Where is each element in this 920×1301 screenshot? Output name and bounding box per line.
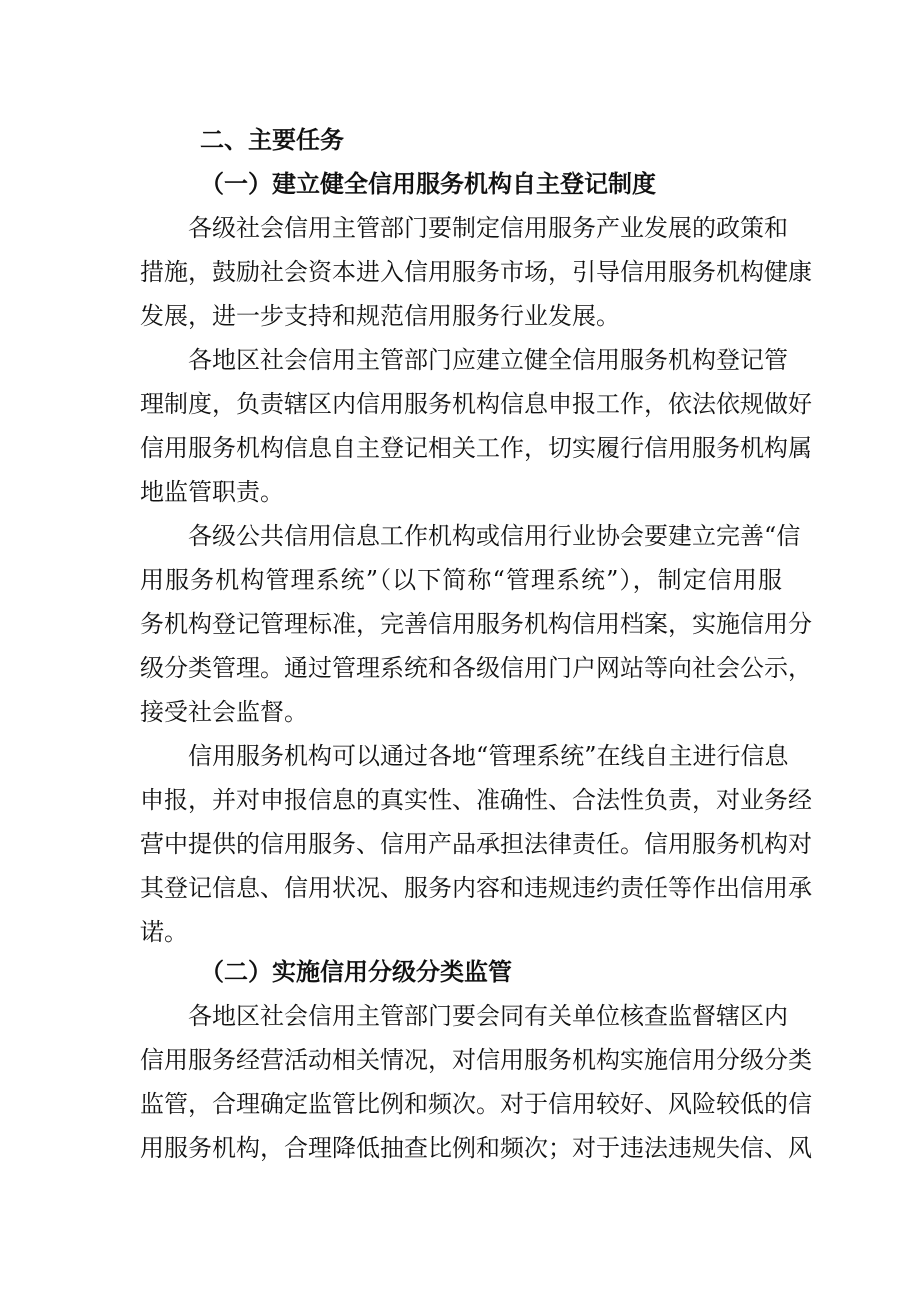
paragraph-line: 用服务机构，合理降低抽查比例和频次；对于违法违规失信、风: [140, 1134, 812, 1162]
paragraph-line: 接受社会监督。: [140, 698, 308, 726]
paragraph-line: 务机构登记管理标准，完善信用服务机构信用档案，实施信用分: [140, 610, 812, 638]
paragraph-line: 营中提供的信用服务、信用产品承担法律责任。信用服务机构对: [140, 830, 812, 858]
paragraph-line: 其登记信息、信用状况、服务内容和违规违约责任等作出信用承: [140, 874, 812, 902]
paragraph-line: 各地区社会信用主管部门应建立健全信用服务机构登记管: [188, 346, 788, 374]
subsection-heading-1: （一）建立健全信用服务机构自主登记制度: [200, 170, 656, 198]
paragraph-line: 信用服务经营活动相关情况，对信用服务机构实施信用分级分类: [140, 1046, 812, 1074]
paragraph-line: 各级公共信用信息工作机构或信用行业协会要建立完善“信: [188, 522, 801, 550]
paragraph-line: 申报，并对申报信息的真实性、准确性、合法性负责，对业务经: [140, 786, 812, 814]
subsection-heading-2: （二）实施信用分级分类监管: [200, 958, 512, 986]
paragraph-line: 信用服务机构可以通过各地“管理系统”在线自主进行信息: [188, 742, 789, 770]
paragraph-line: 级分类管理。通过管理系统和各级信用门户网站等向社会公示，: [140, 654, 812, 682]
paragraph-line: 理制度，负责辖区内信用服务机构信息申报工作，依法依规做好: [140, 390, 812, 418]
paragraph-line: 诺。: [140, 918, 188, 946]
paragraph-line: 地监管职责。: [140, 478, 284, 506]
section-title: 二、主要任务: [200, 126, 344, 154]
paragraph-line: 各地区社会信用主管部门要会同有关单位核查监督辖区内: [188, 1002, 788, 1030]
paragraph-line: 用服务机构管理系统”（以下简称“管理系统”），制定信用服: [140, 566, 782, 594]
paragraph-line: 监管，合理确定监管比例和频次。对于信用较好、风险较低的信: [140, 1090, 812, 1118]
paragraph-line: 信用服务机构信息自主登记相关工作，切实履行信用服务机构属: [140, 434, 812, 462]
paragraph-line: 措施，鼓励社会资本进入信用服务市场，引导信用服务机构健康: [140, 258, 812, 286]
paragraph-line: 发展，进一步支持和规范信用服务行业发展。: [140, 302, 620, 330]
paragraph-line: 各级社会信用主管部门要制定信用服务产业发展的政策和: [188, 214, 788, 242]
